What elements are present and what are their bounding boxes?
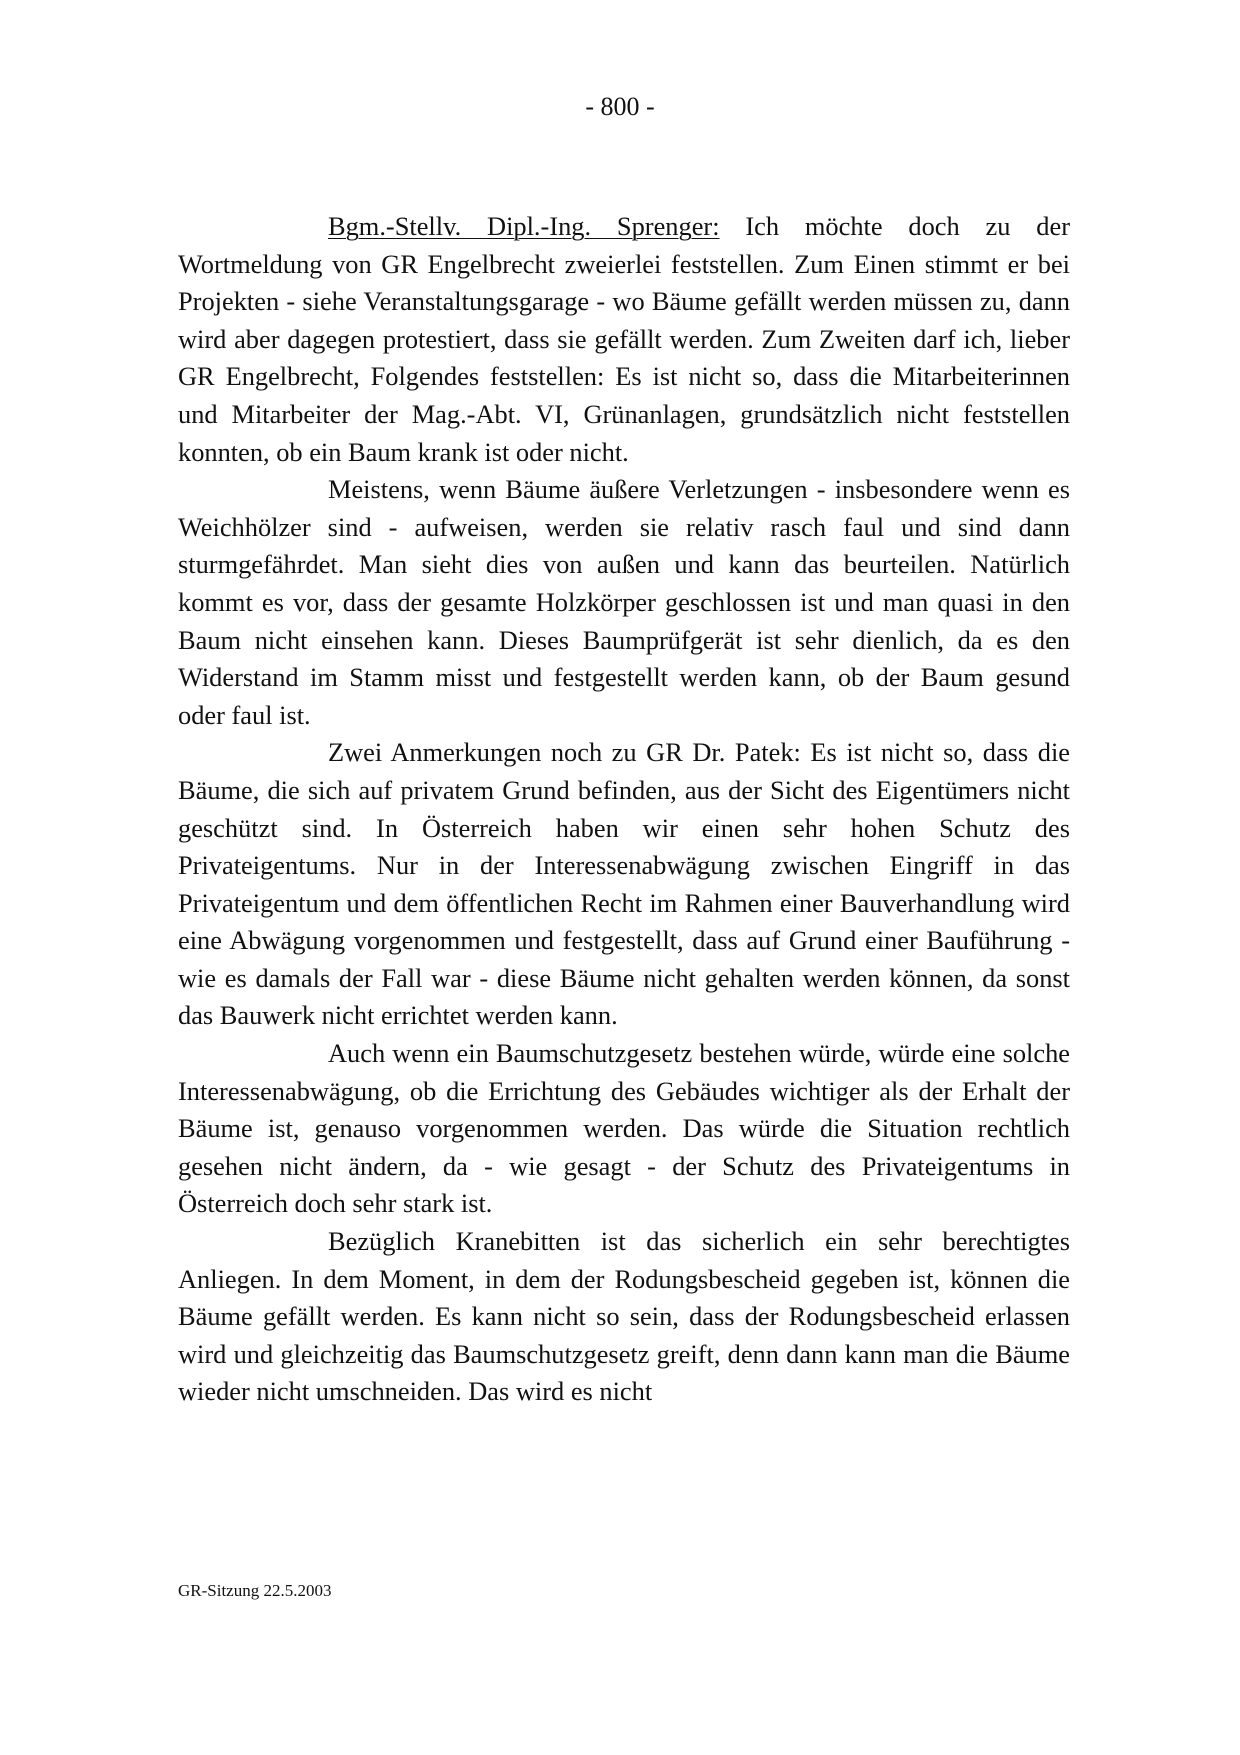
paragraph-1 [178,208,1070,471]
speaker-name: Bgm.-Stellv. Dipl.-Ing. Sprenger: [328,211,720,241]
paragraph-1-text: Ich möchte doch zu der Wortmeldung von GR Engelbrecht zweierlei feststellen. Zum Einen stimmt er bei Projekten - siehe Veranstaltungsgarage - wo Bäume gefällt werden müssen zu, dann wird aber dagegen protestiert, dass sie gefällt werden. Zum Zweiten darf ich, lieber GR Engelbrecht, Folgendes feststellen: Es ist nicht so, dass die Mitarbeiterinnen und Mitarbeiter der Mag.-Abt. VI, Grünanlagen, grundsätzlich nicht feststellen konnten, ob ein Baum krank ist oder nicht. [178,211,1070,467]
footer-session-date: GR-Sitzung 22.5.2003 [178,1581,332,1600]
body-text [178,208,1070,1411]
page-number: - 800 - [585,92,655,121]
paragraph-2: Meistens, wenn Bäume äußere Verletzungen - insbesondere wenn es Weichhölzer sind - aufweisen, werden sie relativ rasch faul und sind dann sturmgefährdet. Man sieht dies von außen und kann das beurteilen. Natürlich kommt es vor, dass der gesamte Holzkörper geschlossen ist und man quasi in den Baum nicht einsehen kann. Dieses Baumprüfgerät ist sehr dienlich, da es den Widerstand im Stamm misst und festgestellt werden kann, ob der Baum gesund oder faul ist. [178,474,1070,730]
paragraph-4: Auch wenn ein Baumschutzgesetz bestehen würde, würde eine solche Interessenabwägung, ob die Errichtung des Gebäudes wichtiger als der Erhalt der Bäume ist, genauso vorgenommen werden. Das würde die Situation rechtlich gesehen nicht ändern, da - wie gesagt - der Schutz des Privateigentums in Österreich doch sehr stark ist. [178,1038,1070,1219]
paragraph-3: Zwei Anmerkungen noch zu GR Dr. Patek: Es ist nicht so, dass die Bäume, die sich auf privatem Grund befinden, aus der Sicht des Eigentümers nicht geschützt sind. In Österreich haben wir einen sehr hohen Schutz des Privateigentums. Nur in der Interessenabwägung zwischen Eingriff in das Privateigentum und dem öffentlichen Recht im Rahmen einer Bauverhandlung wird eine Abwägung vorgenommen und festgestellt, dass auf Grund einer Bauführung - wie es damals der Fall war - diese Bäume nicht gehalten werden können, da sonst das Bauwerk nicht errichtet werden kann. [178,737,1070,1031]
paragraph-5: Bezüglich Kranebitten ist das sicherlich ein sehr berechtigtes Anliegen. In dem Moment, in dem der Rodungsbescheid gegeben ist, können die Bäume gefällt werden. Es kann nicht so sein, dass der Rodungsbescheid erlassen wird und gleichzeitig das Baumschutzgesetz greift, denn dann kann man die Bäume wieder nicht umschneiden. Das wird es nicht [178,1226,1070,1407]
